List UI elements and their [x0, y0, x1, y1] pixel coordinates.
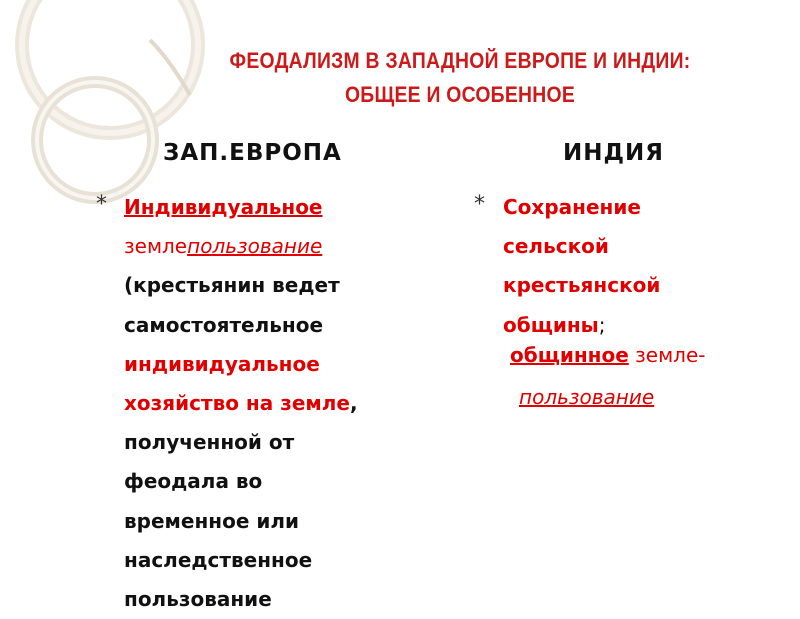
right-line3: крестьянской [503, 273, 661, 298]
left-line-10 [124, 541, 424, 580]
right-line1: Сохранение [503, 195, 641, 219]
right-term: общинное [510, 343, 629, 367]
left-line-3 [124, 266, 424, 305]
left-term: Индивидуальное [124, 195, 323, 219]
right-community-line [510, 343, 705, 367]
left-highlight1: индивидуальное [124, 351, 320, 376]
left-comma: , [349, 391, 358, 416]
ring-small-inner [37, 82, 153, 198]
right-bullet: * [474, 192, 485, 217]
left-line-1 [124, 188, 424, 227]
right-line-2 [503, 227, 763, 266]
right-column-heading: ИНДИЯ [563, 140, 664, 166]
slide-title-line2: ОБЩЕЕ И ОСОБЕННОЕ [344, 82, 576, 107]
right-semicolon: ; [598, 312, 606, 337]
right-usage-line [519, 385, 654, 409]
left-prefix: земле [124, 234, 188, 259]
left-line-4 [124, 306, 424, 345]
right-line-1 [503, 188, 763, 227]
left-highlight2: хозяйство на земле [124, 391, 350, 416]
right-column-text [503, 188, 763, 345]
left-column-heading: ЗАП.ЕВРОПА [163, 140, 342, 166]
left-body2: самостоятельное [124, 312, 324, 337]
left-body5: временное или [124, 508, 300, 533]
left-body4: феодала во [124, 469, 263, 494]
right-prefix: земле- [628, 343, 706, 367]
slide-title-line1: ФЕОДАЛИЗМ В ЗАПАДНОЙ ЕВРОПЕ И ИНДИИ: [229, 48, 691, 73]
left-line-8 [124, 462, 424, 501]
left-line-7 [124, 423, 424, 462]
right-line2: сельской [503, 234, 609, 259]
left-bullet: * [96, 192, 107, 217]
left-line-5 [124, 345, 424, 384]
left-suffix: пользование [187, 234, 323, 259]
left-body1: (крестьянин ведет [124, 273, 340, 298]
left-column-text [124, 188, 424, 619]
right-suffix: пользование [519, 385, 655, 409]
right-line-3 [503, 266, 763, 305]
left-line-9 [124, 502, 424, 541]
left-line-6 [124, 384, 424, 423]
right-line4: общины [503, 312, 599, 337]
left-body3: полученной от [124, 430, 295, 455]
left-body7: пользование [124, 587, 272, 612]
left-line-2 [124, 227, 424, 266]
right-line-4 [503, 306, 763, 345]
left-body6: наследственное [124, 547, 313, 572]
slide-title [178, 44, 741, 112]
